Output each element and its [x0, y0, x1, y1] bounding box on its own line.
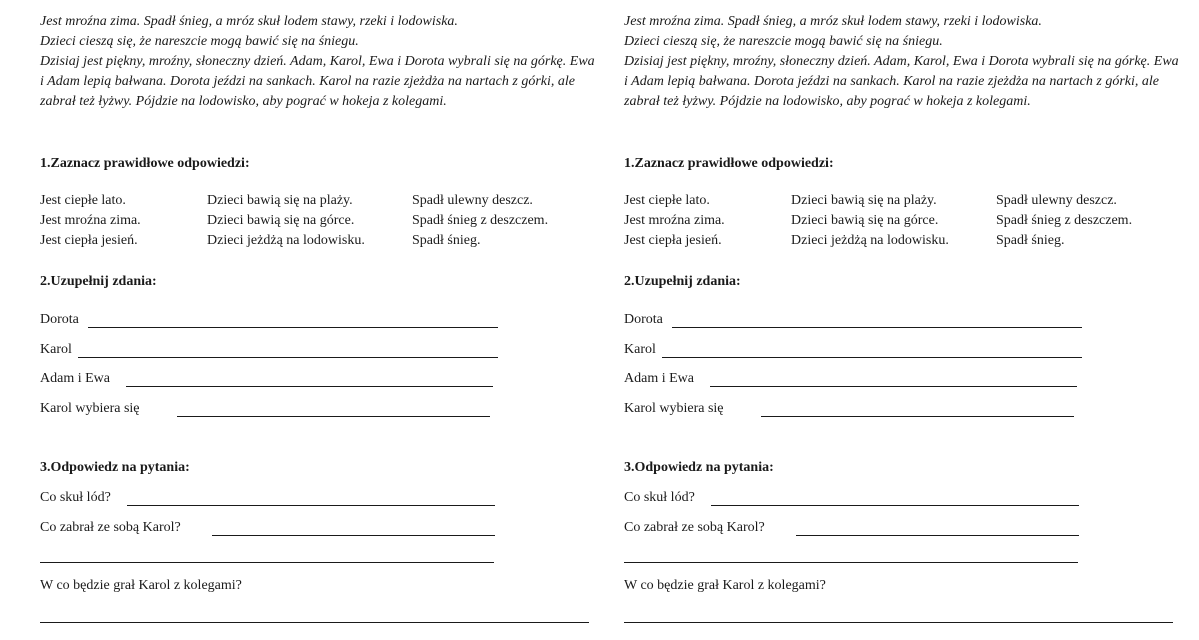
sentence-start: Dorota [624, 312, 663, 327]
answer-option[interactable]: Spadł śnieg z deszczem. [996, 213, 1133, 228]
sentence-fill [624, 369, 695, 389]
story-line: Jest mroźna zima. Spadł śnieg, a mróz skuł lodem stawy, rzeki i lodowiska. [624, 14, 1042, 29]
story-line: Jest mroźna zima. Spadł śnieg, a mróz skuł lodem stawy, rzeki i lodowiska. [40, 14, 458, 29]
answer-option[interactable]: Spadł śnieg z deszczem. [412, 213, 549, 228]
answer-option[interactable]: Jest mroźna zima. [40, 213, 141, 228]
section-1-title: 1.Zaznacz prawidłowe odpowiedzi: [40, 156, 250, 171]
sentence-fill [624, 340, 657, 360]
question-text: W co będzie grał Karol z kolegami? [624, 578, 826, 593]
worksheet-copy-left [40, 0, 600, 640]
answer-option[interactable]: Spadł śnieg. [996, 233, 1065, 248]
worksheet-copy-right [624, 0, 1184, 640]
answer-line[interactable] [624, 622, 1173, 623]
answer-option[interactable]: Spadł ulewny deszcz. [412, 193, 533, 208]
answer-option[interactable]: Jest ciepła jesień. [40, 233, 138, 248]
question-fill [40, 488, 112, 508]
question-text: Co skuł lód? [40, 490, 111, 505]
question-fill [624, 488, 696, 508]
answer-line[interactable] [711, 505, 1079, 506]
answer-line[interactable] [177, 416, 490, 417]
answer-option[interactable]: Jest ciepła jesień. [624, 233, 722, 248]
sentence-start: Karol [40, 342, 72, 357]
section-1-title: 1.Zaznacz prawidłowe odpowiedzi: [624, 156, 834, 171]
story-line: Dzieci cieszą się, że nareszcie mogą bawić się na śniegu. [40, 34, 359, 49]
story-line: Dzisiaj jest piękny, mroźny, słoneczny dzień. Adam, Karol, Ewa i Dorota wybrali się na górkę. Ewa i Adam lepią bałwana. Dorota jeździ na sankach. Karol na razie zjeżdża na nartach z górki, ale zabrał też łyżwy. Pójdzie na lodowisko, aby pograć w hokeja z kolegami. [40, 54, 595, 109]
sentence-fill [624, 399, 725, 419]
section-3-title: 3.Odpowiedz na pytania: [624, 460, 774, 475]
sentence-start: Adam i Ewa [40, 371, 110, 386]
answer-line[interactable] [796, 535, 1079, 536]
answer-line[interactable] [40, 562, 494, 563]
answer-option[interactable]: Dzieci bawią się na plaży. [207, 193, 353, 208]
answer-line[interactable] [624, 562, 1078, 563]
answer-option[interactable]: Spadł ulewny deszcz. [996, 193, 1117, 208]
sentence-start: Karol wybiera się [40, 401, 140, 416]
sentence-start: Karol wybiera się [624, 401, 724, 416]
answer-line[interactable] [126, 386, 493, 387]
answer-line[interactable] [212, 535, 495, 536]
question-fill [40, 518, 182, 538]
answer-option[interactable]: Dzieci jeżdżą na lodowisku. [207, 233, 365, 248]
sentence-fill [40, 399, 141, 419]
answer-line[interactable] [40, 622, 589, 623]
answer-line[interactable] [78, 357, 498, 358]
question-text: Co zabrał ze sobą Karol? [40, 520, 181, 535]
answer-option[interactable]: Dzieci bawią się na górce. [207, 213, 355, 228]
story-line: Dzisiaj jest piękny, mroźny, słoneczny dzień. Adam, Karol, Ewa i Dorota wybrali się na górkę. Ewa i Adam lepią bałwana. Dorota jeździ na sankach. Karol na razie zjeżdża na nartach z górki, ale zabrał też łyżwy. Pójdzie na lodowisko, aby pograć w hokeja z kolegami. [624, 54, 1179, 109]
answer-line[interactable] [710, 386, 1077, 387]
sentence-fill [40, 369, 111, 389]
sentence-start: Karol [624, 342, 656, 357]
question-text: W co będzie grał Karol z kolegami? [40, 578, 242, 593]
section-2-title: 2.Uzupełnij zdania: [40, 274, 157, 289]
sentence-fill [40, 340, 73, 360]
sentence-fill [624, 310, 664, 330]
sentence-start: Adam i Ewa [624, 371, 694, 386]
answer-line[interactable] [672, 327, 1082, 328]
answer-line[interactable] [662, 357, 1082, 358]
answer-option[interactable]: Jest ciepłe lato. [40, 193, 126, 208]
answer-line[interactable] [127, 505, 495, 506]
question-fill [624, 518, 766, 538]
story-text [40, 12, 600, 112]
story-text [624, 12, 1184, 112]
answer-option[interactable]: Dzieci bawią się na plaży. [791, 193, 937, 208]
sentence-fill [40, 310, 80, 330]
answer-option[interactable]: Dzieci bawią się na górce. [791, 213, 939, 228]
section-3-title: 3.Odpowiedz na pytania: [40, 460, 190, 475]
answer-line[interactable] [761, 416, 1074, 417]
answer-option[interactable]: Spadł śnieg. [412, 233, 481, 248]
question-text: Co skuł lód? [624, 490, 695, 505]
answer-line[interactable] [88, 327, 498, 328]
answer-option[interactable]: Jest ciepłe lato. [624, 193, 710, 208]
answer-option[interactable]: Dzieci jeżdżą na lodowisku. [791, 233, 949, 248]
story-line: Dzieci cieszą się, że nareszcie mogą bawić się na śniegu. [624, 34, 943, 49]
question-text: Co zabrał ze sobą Karol? [624, 520, 765, 535]
section-2-title: 2.Uzupełnij zdania: [624, 274, 741, 289]
answer-option[interactable]: Jest mroźna zima. [624, 213, 725, 228]
sentence-start: Dorota [40, 312, 79, 327]
